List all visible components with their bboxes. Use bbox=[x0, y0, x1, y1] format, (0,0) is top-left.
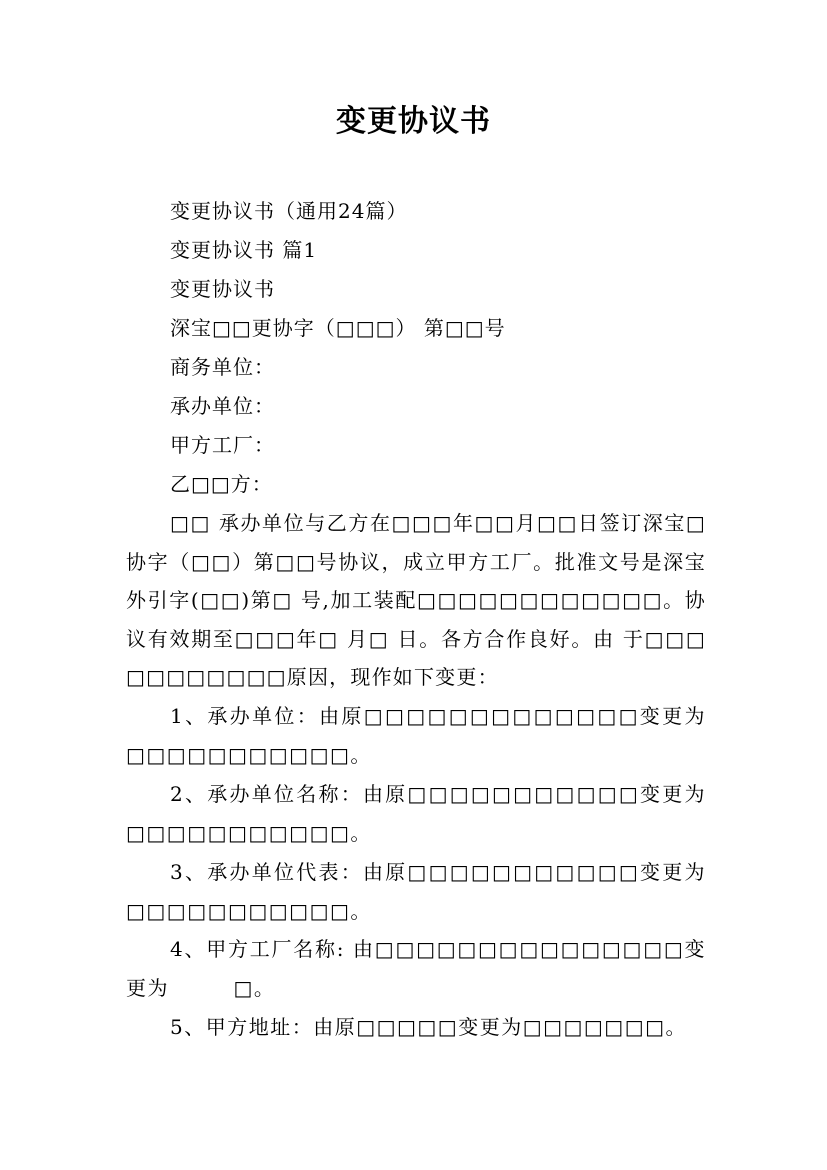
party-a-factory-line: 甲方工厂： bbox=[170, 433, 275, 457]
reference-number-line: 深宝□□更协字（□□□） 第□□号 bbox=[170, 316, 506, 340]
change-item-1: 1、承办单位：由原□□□□□□□□□□□□□变更为□□□□□□□□□□□。 bbox=[126, 704, 706, 767]
change-item-5: 5、甲方地址：由原□□□□□变更为□□□□□□□。 bbox=[170, 1015, 687, 1039]
agreement-heading: 变更协议书 bbox=[170, 277, 275, 301]
document-title: 变更协议书 bbox=[336, 104, 491, 139]
commerce-unit-line: 商务单位： bbox=[170, 355, 275, 379]
change-item-3: 3、承办单位代表：由原□□□□□□□□□□□变更为□□□□□□□□□□□。 bbox=[126, 860, 706, 923]
change-item-4: 4、甲方工厂名称: 由□□□□□□□□□□□□□□□变更为 □。 bbox=[126, 937, 706, 1000]
body-paragraph-intro: □□ 承办单位与乙方在□□□年□□月□□日签订深宝□ 协字（□□）第□□号协议，成立甲方工厂。批准文号是深宝外引字(□□)第□ 号,加工装配□□□□□□□□□□□□。协议有效期至□□□年□ 月□ 日。各方合作良好。由 于□□□□□□□□□□□原因，现作如下变更： bbox=[126, 511, 706, 690]
undertaking-unit-line: 承办单位： bbox=[170, 394, 275, 418]
party-b-line: 乙□□方： bbox=[170, 472, 273, 496]
subtitle-line: 变更协议书（通用24篇） bbox=[170, 199, 408, 223]
section-heading: 变更协议书 篇1 bbox=[170, 238, 318, 262]
change-item-2: 2、承办单位名称：由原□□□□□□□□□□□变更为□□□□□□□□□□□。 bbox=[126, 782, 706, 845]
